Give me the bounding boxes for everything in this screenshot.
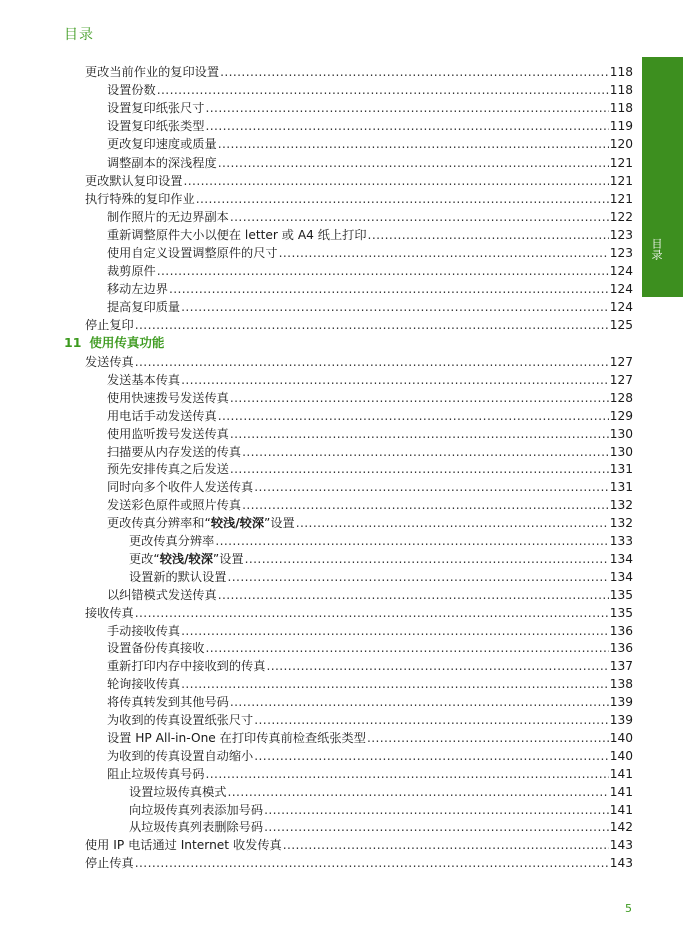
toc-entry-label: 发送彩色原件或照片传真 (107, 498, 242, 513)
toc-entry-page: 141 (609, 802, 633, 817)
toc-entry-label: 提高复印质量 (107, 300, 181, 315)
toc-entry[interactable] (107, 296, 633, 314)
toc-leader-dots (184, 174, 609, 188)
toc-entry-label: 将传真转发到其他号码 (107, 695, 229, 710)
toc-entry-label: 使用快速拨号发送传真 (107, 390, 229, 405)
toc-entry[interactable] (107, 584, 633, 602)
toc-entry[interactable] (85, 188, 633, 206)
toc-leader-dots (254, 480, 608, 494)
toc-entry-page: 130 (609, 444, 633, 459)
toc-entry-page: 132 (609, 516, 633, 531)
toc-leader-dots (230, 695, 609, 709)
toc-entry[interactable] (107, 745, 633, 763)
toc-entry-label: 发送传真 (85, 355, 134, 369)
toc-entry-label: 接收传真 (85, 605, 134, 620)
toc-leader-dots (228, 785, 609, 799)
toc-entry[interactable] (107, 369, 633, 387)
toc-entry-page: 135 (609, 605, 633, 620)
toc-entry-label: 调整副本的深浅程度 (107, 155, 217, 170)
toc-entry-label: 制作照片的无边界副本 (107, 209, 229, 224)
page-header-title: 目录 (64, 27, 94, 43)
toc-entry-label: 发送基本传真 (107, 372, 181, 387)
toc-entry[interactable] (107, 620, 633, 638)
toc-leader-dots (169, 282, 609, 296)
toc-entry[interactable] (107, 206, 633, 224)
toc-leader-dots (283, 838, 609, 852)
toc-entry-page: 123 (609, 227, 633, 242)
toc-entry-page: 119 (609, 119, 633, 134)
toc-entry-label: 停止复印 (85, 318, 134, 333)
toc-entry-label: 设置份数 (107, 83, 156, 98)
toc-leader-dots (206, 119, 609, 133)
toc-entry-label-post: ”设置 (264, 516, 295, 531)
toc-entry[interactable] (107, 458, 633, 476)
toc-entry[interactable] (107, 387, 633, 405)
toc-entry[interactable] (107, 242, 633, 260)
toc-entry[interactable] (129, 799, 633, 817)
toc-leader-dots (135, 355, 609, 369)
toc-entry-page: 122 (609, 209, 633, 224)
toc-entry-page: 134 (609, 551, 633, 566)
toc-leader-dots (254, 713, 608, 727)
toc-entry-label: 执行特殊的复印作业 (85, 191, 195, 206)
toc-entry-label-pre: 更改“ (129, 551, 160, 566)
toc-entry-page: 118 (609, 83, 633, 98)
side-tab-label: 目录 (650, 238, 663, 260)
toc-entry-page: 140 (609, 730, 633, 745)
toc-entry-page: 134 (609, 569, 633, 584)
toc-leader-dots (206, 641, 609, 655)
toc-entry-page: 118 (609, 65, 633, 79)
toc-entry[interactable] (107, 79, 633, 97)
toc-entry[interactable] (129, 548, 633, 566)
toc-entry-label: 设置新的默认设置 (129, 569, 227, 584)
toc-entry-label: 使用监听拨号发送传真 (107, 426, 229, 441)
toc-leader-dots (218, 137, 609, 151)
toc-entry-page: 124 (609, 282, 633, 297)
toc-entry-label: 预先安排传真之后发送 (107, 462, 229, 477)
toc-leader-dots (368, 228, 609, 242)
toc-entry-label: 重新打印内存中接收到的传真 (107, 659, 266, 674)
toc-leader-dots (206, 767, 609, 781)
toc-entry-label: 使用 IP 电话通过 Internet 收发传真 (85, 838, 282, 853)
toc-entry[interactable] (85, 602, 633, 620)
toc-leader-dots (157, 264, 609, 278)
toc-entry-label: 扫描要从内存发送的传真 (107, 444, 242, 459)
toc-entry-label: 设置复印纸张尺寸 (107, 101, 205, 116)
toc-entry[interactable] (85, 852, 633, 870)
toc-entry[interactable] (129, 566, 633, 584)
toc-entry-label-pre: 更改传真分辨率和“ (107, 516, 211, 531)
toc-entry-page: 118 (609, 101, 633, 116)
toc-leader-dots (218, 588, 609, 602)
toc-entry[interactable] (107, 673, 633, 691)
toc-entry[interactable] (129, 781, 633, 799)
toc-entry-page: 141 (609, 766, 633, 781)
toc-leader-dots (264, 803, 609, 817)
toc-leader-dots (135, 856, 609, 870)
toc-entry-page: 143 (609, 838, 633, 853)
toc-entry-label: 更改传真分辨率 (129, 534, 215, 548)
toc-entry-page: 125 (609, 318, 633, 333)
toc-leader-dots (266, 659, 608, 673)
toc-entry-page: 121 (609, 173, 633, 188)
toc-entry-label: 轮询接收传真 (107, 677, 181, 692)
side-tab (642, 57, 683, 297)
toc-entry-label: 更改当前作业的复印设置 (85, 65, 220, 79)
toc-entry[interactable] (107, 476, 633, 494)
toc-entry-page: 138 (609, 677, 633, 692)
toc-entry[interactable] (85, 61, 633, 79)
toc-leader-dots (264, 820, 609, 834)
toc-entry-page: 127 (609, 372, 633, 387)
toc-entry-page: 124 (609, 300, 633, 315)
toc-entry[interactable] (107, 224, 633, 242)
toc-entry-page: 131 (609, 462, 633, 477)
toc-entry[interactable] (107, 260, 633, 278)
toc-leader-dots (157, 83, 609, 97)
toc-entry[interactable] (107, 133, 633, 151)
toc-entry-page: 130 (609, 426, 633, 441)
toc-leader-dots (181, 300, 609, 314)
toc-entry[interactable] (107, 763, 633, 781)
toc-entry[interactable] (107, 691, 633, 709)
toc-leader-dots (230, 462, 609, 476)
toc-entry-page: 141 (609, 784, 633, 799)
toc-entry-label-post: ”设置 (212, 551, 244, 566)
toc-entry[interactable] (107, 152, 633, 170)
toc-leader-dots (181, 677, 609, 691)
toc-entry-label: 重新调整原件大小以便在 letter 或 A4 纸上打印 (107, 227, 367, 242)
toc-entry-page: 142 (609, 820, 633, 835)
toc-leader-dots (218, 409, 609, 423)
toc-entry[interactable] (129, 816, 633, 834)
toc-entry[interactable] (107, 655, 633, 673)
chapter-heading (64, 333, 164, 351)
toc-entry-page: 121 (609, 155, 633, 170)
toc-entry-label: 设置垃圾传真模式 (129, 784, 227, 799)
toc-leader-dots (181, 373, 609, 387)
toc-leader-dots (242, 445, 609, 459)
toc-entry-label: 更改默认复印设置 (85, 173, 183, 188)
toc-leader-dots (215, 534, 608, 548)
toc-entry-label: 为收到的传真设置纸张尺寸 (107, 713, 254, 727)
toc-entry-label: 使用自定义设置调整原件的尺寸 (107, 246, 278, 260)
toc-entry[interactable] (85, 170, 633, 188)
toc-entry-page: 133 (609, 534, 633, 548)
toc-leader-dots (254, 749, 608, 763)
toc-entry-label (129, 552, 244, 566)
toc-leader-dots (228, 570, 609, 584)
toc-entry[interactable] (107, 637, 633, 655)
toc-entry-label: 裁剪原件 (107, 264, 156, 279)
toc-entry-page: 135 (609, 587, 633, 602)
toc-entry[interactable] (107, 405, 633, 423)
toc-entry[interactable] (129, 530, 633, 548)
toc-entry-page: 129 (609, 408, 633, 423)
toc-entry[interactable] (107, 441, 633, 459)
toc-leader-dots (230, 391, 609, 405)
toc-entry-page: 120 (609, 137, 633, 152)
toc-entry-label: 更改复印速度或质量 (107, 137, 217, 152)
toc-entry[interactable] (85, 834, 633, 852)
toc-entry[interactable] (107, 709, 633, 727)
toc-entry-page: 139 (609, 695, 633, 710)
toc-entry-page: 137 (609, 659, 633, 674)
toc-entry-label: 移动左边界 (107, 282, 168, 297)
toc-entry-label: 用电话手动发送传真 (107, 408, 217, 423)
toc-entry-page: 127 (609, 355, 633, 369)
toc-entry-page: 128 (609, 390, 633, 405)
page-number: 5 (625, 902, 632, 915)
toc-leader-dots (296, 516, 609, 530)
toc-entry[interactable] (107, 115, 633, 133)
toc-entry-page: 123 (609, 246, 633, 260)
toc-entry-page: 136 (609, 623, 633, 638)
toc-entry[interactable] (85, 314, 633, 332)
toc-entry-page: 121 (609, 191, 633, 206)
toc-entry[interactable] (85, 351, 633, 369)
chapter-number: 11 (64, 335, 82, 350)
toc-entry-label: 以纠错模式发送传真 (107, 587, 217, 602)
toc-leader-dots (245, 552, 609, 566)
toc-entry[interactable] (107, 278, 633, 296)
toc-entry-label: 从垃圾传真列表删除号码 (129, 820, 264, 835)
toc-leader-dots (230, 427, 609, 441)
toc-entry-page: 140 (609, 748, 633, 763)
toc-leader-dots (196, 192, 609, 206)
toc-entry-label-bold: 较浅/较深 (210, 516, 265, 531)
toc-entry[interactable] (107, 423, 633, 441)
toc-leader-dots (279, 246, 609, 260)
toc-leader-dots (218, 156, 609, 170)
toc-leader-dots (206, 101, 609, 115)
toc-entry-label: 设置备份传真接收 (107, 641, 205, 656)
toc-leader-dots (367, 731, 609, 745)
toc-entry-label: 阻止垃圾传真号码 (107, 766, 205, 781)
toc-entry[interactable] (107, 494, 633, 512)
toc-entry-label: 手动接收传真 (107, 623, 181, 638)
toc-entry-page: 132 (609, 498, 633, 513)
toc-entry[interactable] (107, 97, 633, 115)
toc-entry-label: 设置复印纸张类型 (107, 119, 205, 134)
toc-entry-page: 136 (609, 641, 633, 656)
toc-leader-dots (135, 318, 609, 332)
toc-leader-dots (135, 606, 609, 620)
toc-entry[interactable] (107, 512, 633, 530)
toc-entry-page: 131 (609, 480, 633, 495)
toc-leader-dots (230, 210, 609, 224)
toc-entry[interactable] (107, 727, 633, 745)
toc-entry-page: 124 (609, 264, 633, 279)
chapter-title: 使用传真功能 (89, 335, 165, 350)
toc-entry-label: 为收到的传真设置自动缩小 (107, 748, 254, 763)
toc-leader-dots (181, 624, 609, 638)
toc-leader-dots (220, 65, 609, 79)
toc-entry-label: 同时向多个收件人发送传真 (107, 480, 254, 495)
toc-leader-dots (242, 498, 609, 512)
toc-entry-label (107, 516, 295, 530)
toc-entry-label: 停止传真 (85, 856, 134, 871)
toc-entry-page: 143 (609, 856, 633, 871)
toc-entry-page: 139 (609, 713, 633, 727)
toc-entry-label-bold: 较浅/较深 (159, 551, 213, 566)
toc-entry-label: 向垃圾传真列表添加号码 (129, 802, 264, 817)
toc-entry-label: 设置 HP All-in-One 在打印传真前检查纸张类型 (107, 730, 366, 745)
